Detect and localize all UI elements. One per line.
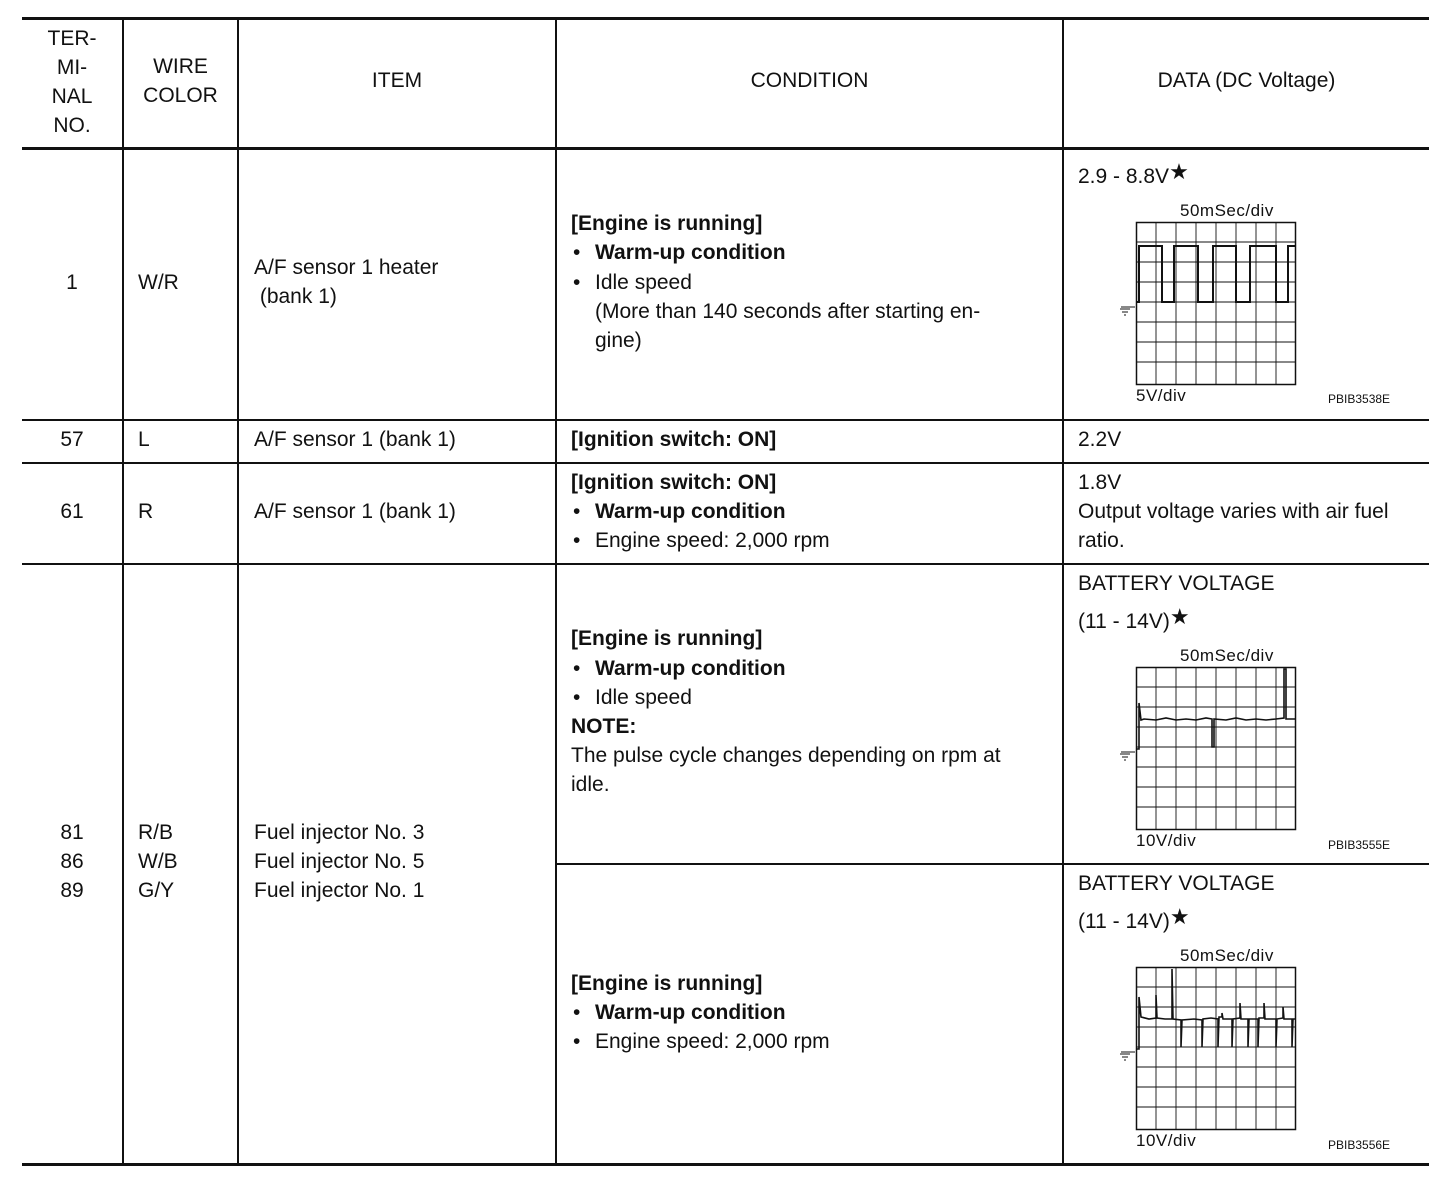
bullet: • [573,1030,581,1053]
table-top-border [22,17,1429,20]
terminal-numbers: 81 86 89 [60,821,84,902]
condition-title: [Engine is running] [571,972,763,995]
sub-row-divider [556,863,1429,865]
bullet: • [573,271,581,294]
bullet: • [573,529,581,552]
figure-id: PBIB3555E [1328,838,1391,852]
figure-id: PBIB3556E [1328,1138,1391,1152]
data-value [1078,161,1189,191]
data-value-text: (11 - 14V) [1078,610,1170,633]
bullet: • [573,686,581,709]
header-condition: CONDITION [750,69,869,92]
column-divider [122,18,124,1165]
scope-volt-div: 10V/div [1136,831,1197,850]
condition-title: [Ignition switch: ON] [571,471,777,494]
scope-time-div: 50mSec/div [1180,646,1274,665]
condition-bullet: Idle speed [595,686,692,709]
ground-icon [1117,750,1135,764]
item-text: A/F sensor 1 (bank 1) [254,500,456,523]
item-text: A/F sensor 1 heater (bank 1) [254,256,439,308]
header-wire-color: WIRE COLOR [143,55,218,107]
header-item: ITEM [371,69,423,92]
wire-colors: R/B W/B G/Y [138,821,178,902]
condition-bullet: Idle speed [595,271,692,294]
data-value: 1.8V [1078,471,1122,494]
note-label: NOTE: [571,715,637,738]
data-note: Output voltage varies with air fuel ratio. [1078,500,1389,552]
condition-title: [Engine is running] [571,212,763,235]
condition-title: [Engine is running] [571,627,763,650]
wire-color: W/R [138,271,179,294]
ground-icon [1117,1050,1135,1064]
bullet: • [573,657,581,680]
data-value-text: 2.9 - 8.8V [1078,165,1170,188]
condition-note: The pulse cycle changes depending on rpm at idle. [571,744,1001,796]
item-text: Fuel injector No. 3 Fuel injector No. 5 Fuel injector No. 1 [254,821,425,902]
header-terminal: TER- MI- NAL NO. [47,27,97,137]
oscilloscope-waveform [1136,667,1296,830]
row-divider [22,563,1429,565]
bullet: • [573,500,581,523]
figure-id: PBIB3538E [1328,392,1391,406]
condition-bullet: Warm-up condition [595,500,786,523]
condition-title: [Ignition switch: ON] [571,428,777,451]
scope-volt-div: 5V/div [1136,386,1187,405]
data-value-line2 [1078,906,1190,936]
scope-volt-div: 10V/div [1136,1131,1197,1150]
terminal-number: 61 [60,500,84,523]
column-divider [555,18,557,1165]
wire-color: L [138,428,150,451]
data-value-text: (11 - 14V) [1078,910,1170,933]
data-value: 2.2V [1078,428,1122,451]
bullet: • [573,241,581,264]
star-icon: ★ [1169,904,1190,929]
terminal-number: 57 [60,428,84,451]
data-value-line1: BATTERY VOLTAGE [1078,572,1275,595]
condition-bullet: Engine speed: 2,000 rpm [595,529,830,552]
scope-time-div: 50mSec/div [1180,946,1274,965]
column-divider [1062,18,1064,1165]
star-icon: ★ [1169,159,1189,184]
data-value-line1: BATTERY VOLTAGE [1078,872,1275,895]
item-text: A/F sensor 1 (bank 1) [254,428,456,451]
condition-bullet: Warm-up condition [595,657,786,680]
wire-color: R [138,500,154,523]
header-data: DATA (DC Voltage) [1157,69,1336,92]
row-divider [22,419,1429,421]
table-bottom-border [22,1163,1429,1166]
oscilloscope-waveform [1136,222,1296,385]
row-divider [22,462,1429,464]
terminal-number: 1 [66,271,78,294]
scope-time-div: 50mSec/div [1180,201,1274,220]
column-divider [237,18,239,1165]
oscilloscope-waveform [1136,967,1296,1130]
condition-bullet: Warm-up condition [595,241,786,264]
condition-bullet: Warm-up condition [595,1001,786,1024]
condition-note: (More than 140 seconds after starting en- gine) [595,300,981,352]
star-icon: ★ [1169,604,1190,629]
condition-bullet: Engine speed: 2,000 rpm [595,1030,830,1053]
ground-icon [1117,305,1135,319]
bullet: • [573,1001,581,1024]
header-bottom-border [22,147,1429,150]
data-value-line2 [1078,606,1190,636]
